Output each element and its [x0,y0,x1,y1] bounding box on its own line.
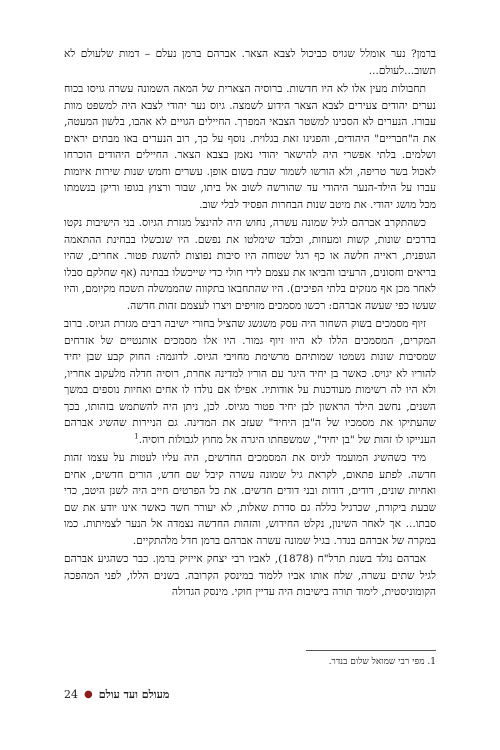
paragraph-3: כשהתקרב אברהם לגיל שמונה עשרה, נחוש היה להינצל מגזרת הגיוס. בני הישיבות נקטו בדרכים שונות, קשות ומעוזות, ובלבד שימלטו את נפשם. היו שנכשלו בבחינת ההתאמה הגופנית, ראייה חלשה או כף רגל שטוחה היו סיבות נפוצות להשגת פטור. אחרים, שהיו בריאים וחסונים, הרעיבו והביאו את עצמם לידי חולי כדי שייכשלו בבחינה (אף שחלקם סבלו לאחר מכן אף מנזקים בלתי הפיכים). היו שהתחבאו בתקווה שהממשלה תשכח מקיומם, והיו שעשו כפי שעשה אברהם: רכשו מסמכים מזויפים ויצרו לעצמם זהות חדשה. [64,217,436,312]
page-body [64,46,436,603]
footnote-divider [306,650,436,651]
page-footer [64,688,169,701]
page-number: 24 [64,688,78,701]
paragraph-4-text: זיוף מסמכים בשוק השחור היה עסק משגשג שהציל בחורי ישיבה רבים מגזרת הגיוס. ברוב המקרים, המסמכים הללו לא היוו זיוף גמור. היו אלו מסמכים אותנטיים של אזרחים שמסיבות שונות נשמטו שמותיהם מרשימת מחויבי הגיוס. לדוגמה: החוק קבע שבן יחיד להוריו לא יגויס. כאשר בן יחיד היגר עם הוריו למדינה אחרת, רוסיה חדלה מלעקוב אחריו, ולא היו לה רשימות מעודכנות על אודותיו. אפילו אם נולדו לו אחים ואחיות נוספים במשך השנים, נחשב הילד הראשון לבן יחיד פטור מגיוס. לכן, ניתן היה להשתמש בזהותו, בכך שהעתיקו את מסמכיו של ה"בן היחיד" שעזב את המדינה. גם הניירות שהשיג אברהם הענייקו לו זהות של "בן יחיד", שמשפחתו היגרה אל מחוץ לגבולות רוסיה. [64,318,436,446]
paragraph-4 [64,316,436,448]
footnote-marker[interactable]: 1 [134,431,139,440]
paragraph-6: אברהם נולד בשנת תרל"ח (1878), לאביו רבי יצחק אייזיק ברמן. כבר כשהגיע אברהם לגיל שתים עשרה, שלח אותו אביו ללמוד במינסק הקרובה. בשנים הללו, לפני המהפכה הקומוניסטית, לימוד תורה בישיבות היה עדיין חוקי. מינסק הגדולה [64,553,436,598]
footnote: 1. מפי רבי שמואל שלום בנדר. [328,657,436,667]
bullet-icon: ● [84,689,93,700]
paragraph-1: ברמן? נער אומלל שגויס כביכול לצבא הצאר. אברהם ברמן נעלם – דמות שלעולם לא תשוב...לעולם... [64,48,436,77]
paragraph-5: מיד כשהשיג המועמד לגיוס את המסמכים החדשים, היה עליו לעטות על עצמו זהות חדשה. לפתע פתאום, לקראת גיל שמונה עשרה קיבל שם חדש, הורים חדשים, אחים ואחיות שונים, דודים, דודות ובני דודים חדשים. את כל הפרטים חייב היה לשנן היטב, כדי שבעת ביקורת, שכרגיל כללה גם סדרת שאלות, לא יעורר חשד כאשר אינו יודע את שם סבתו... אך לאחר השינון, נקלט החידוש, והזהות החדשה נצמדה אל הנער לצמיתות. כמו במקרה של אברהם בנדר. בגיל שמונה עשרה אברהם ברמן חדל מלהתקיים. [64,452,436,547]
paragraph-2: תחבולות מעין אלו לא היו חדשות. ברוסיה הצארית של המאה השמונה עשרה גויסו בכוח נערים יהודים צעירים לצבא הצאר הידוע לשמצה. גיוס נער יהודי לצבא היה למשפט מוות עבורו. הנערים לא הסכינו למשטר הצבאי המפרך. החיילים הגויים לא אהבו, בלשון המעטה, את ה"חבריים" היהודים, והפגינו זאת בגלוית. נוסף על כך, רוב הנערים באו מבתים יראים ושלמים. בלתי אפשרי היה להישאר יהודי נאמן בצבא הצאר. החיילים היהודים הוכרחו לאכול בשר טריפה, ולא הורשו לשמור שבת בשום אופן. עשרים וחמש שנות שירות איומות עברו על הילד-הנער היהודי עד שהורשה לשוב אל ביתו, שבור ורצוץ בגופו וריקן בנשמתו מכל מושג יהודי. את מיטב שנות הבחרות הפסיד לבלי שוב. [64,83,436,211]
running-head: מעולם ועד עולם [98,688,170,701]
